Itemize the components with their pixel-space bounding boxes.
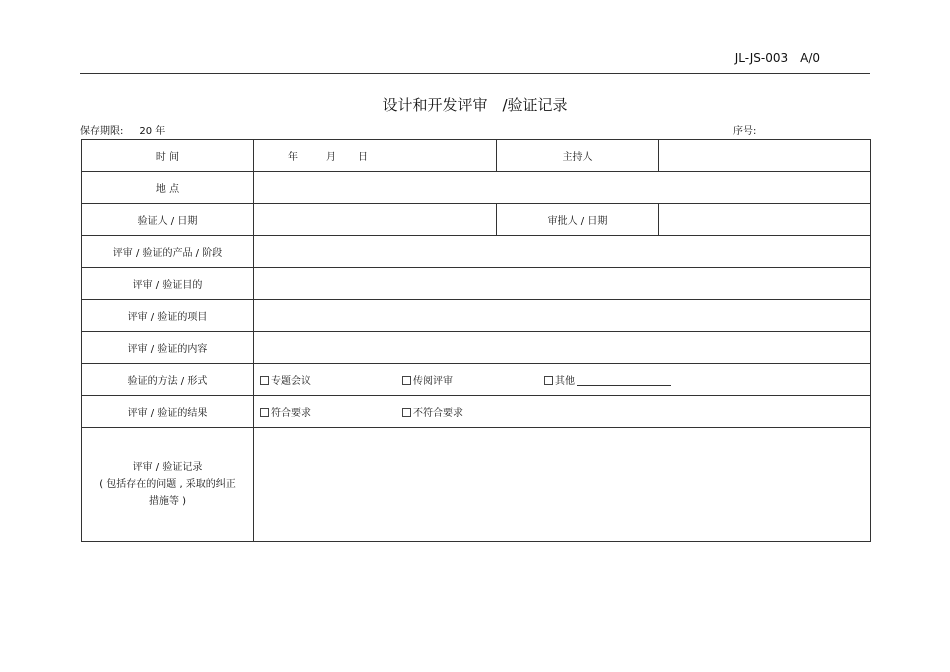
row-time [82, 140, 871, 172]
date-day-label: 日 [358, 152, 368, 163]
record-label-line: ( 包括存在的问题 , 采取的纠正 [99, 479, 236, 490]
product-stage-label: 评审 / 验证的产品 / 阶段 [82, 236, 254, 268]
host-field[interactable] [659, 140, 871, 172]
row-record [82, 428, 871, 542]
result-option-nonconform[interactable] [402, 404, 544, 419]
row-method [82, 364, 871, 396]
approver-date-label: 审批人 / 日期 [497, 204, 659, 236]
row-purpose [82, 268, 871, 300]
purpose-label: 评审 / 验证目的 [82, 268, 254, 300]
row-result [82, 396, 871, 428]
serial-number-label: 序号: [733, 126, 757, 137]
content-field[interactable] [254, 332, 871, 364]
verifier-date-field[interactable] [254, 204, 497, 236]
row-verifier [82, 204, 871, 236]
option-label: 传阅评审 [413, 376, 453, 387]
checkbox-icon[interactable] [544, 376, 553, 385]
document-version: A/0 [800, 51, 820, 65]
time-label: 时 间 [82, 140, 254, 172]
retention-value: 20 年 [139, 126, 166, 137]
date-month-label: 月 [326, 152, 336, 163]
checkbox-icon[interactable] [260, 376, 269, 385]
record-label [82, 428, 254, 542]
date-field[interactable] [254, 140, 497, 172]
record-field[interactable] [254, 428, 871, 542]
result-option-conform[interactable] [260, 404, 402, 419]
retention-period [80, 122, 165, 137]
method-option-meeting[interactable] [260, 372, 402, 387]
option-label: 其他 [555, 376, 575, 387]
host-label: 主持人 [497, 140, 659, 172]
items-label: 评审 / 验证的项目 [82, 300, 254, 332]
result-options [254, 396, 871, 428]
option-label: 专题会议 [271, 376, 311, 387]
result-label: 评审 / 验证的结果 [82, 396, 254, 428]
method-option-other[interactable] [544, 372, 686, 387]
other-blank-line[interactable] [577, 377, 671, 386]
row-content [82, 332, 871, 364]
checkbox-icon[interactable] [402, 376, 411, 385]
verifier-date-label: 验证人 / 日期 [82, 204, 254, 236]
row-items [82, 300, 871, 332]
method-options [254, 364, 871, 396]
document-code [700, 51, 820, 65]
content-label: 评审 / 验证的内容 [82, 332, 254, 364]
approver-date-field[interactable] [659, 204, 871, 236]
document-number: JL-JS-003 [734, 51, 789, 65]
method-option-circulate[interactable] [402, 372, 544, 387]
checkbox-icon[interactable] [260, 408, 269, 417]
retention-label: 保存期限: [80, 126, 124, 137]
option-label: 不符合要求 [413, 408, 463, 419]
place-label: 地 点 [82, 172, 254, 204]
checkbox-icon[interactable] [402, 408, 411, 417]
purpose-field[interactable] [254, 268, 871, 300]
form-title: 设计和开发评审 /验证记录 [382, 96, 568, 114]
product-stage-field[interactable] [254, 236, 871, 268]
record-label-line: 评审 / 验证记录 [132, 462, 203, 473]
method-label: 验证的方法 / 形式 [82, 364, 254, 396]
record-label-line: 措施等 ) [148, 496, 187, 507]
header-rule [80, 73, 870, 74]
record-form-table [81, 139, 871, 542]
row-product [82, 236, 871, 268]
place-field[interactable] [254, 172, 871, 204]
items-field[interactable] [254, 300, 871, 332]
option-label: 符合要求 [271, 408, 311, 419]
date-year-label: 年 [288, 152, 298, 163]
row-place [82, 172, 871, 204]
